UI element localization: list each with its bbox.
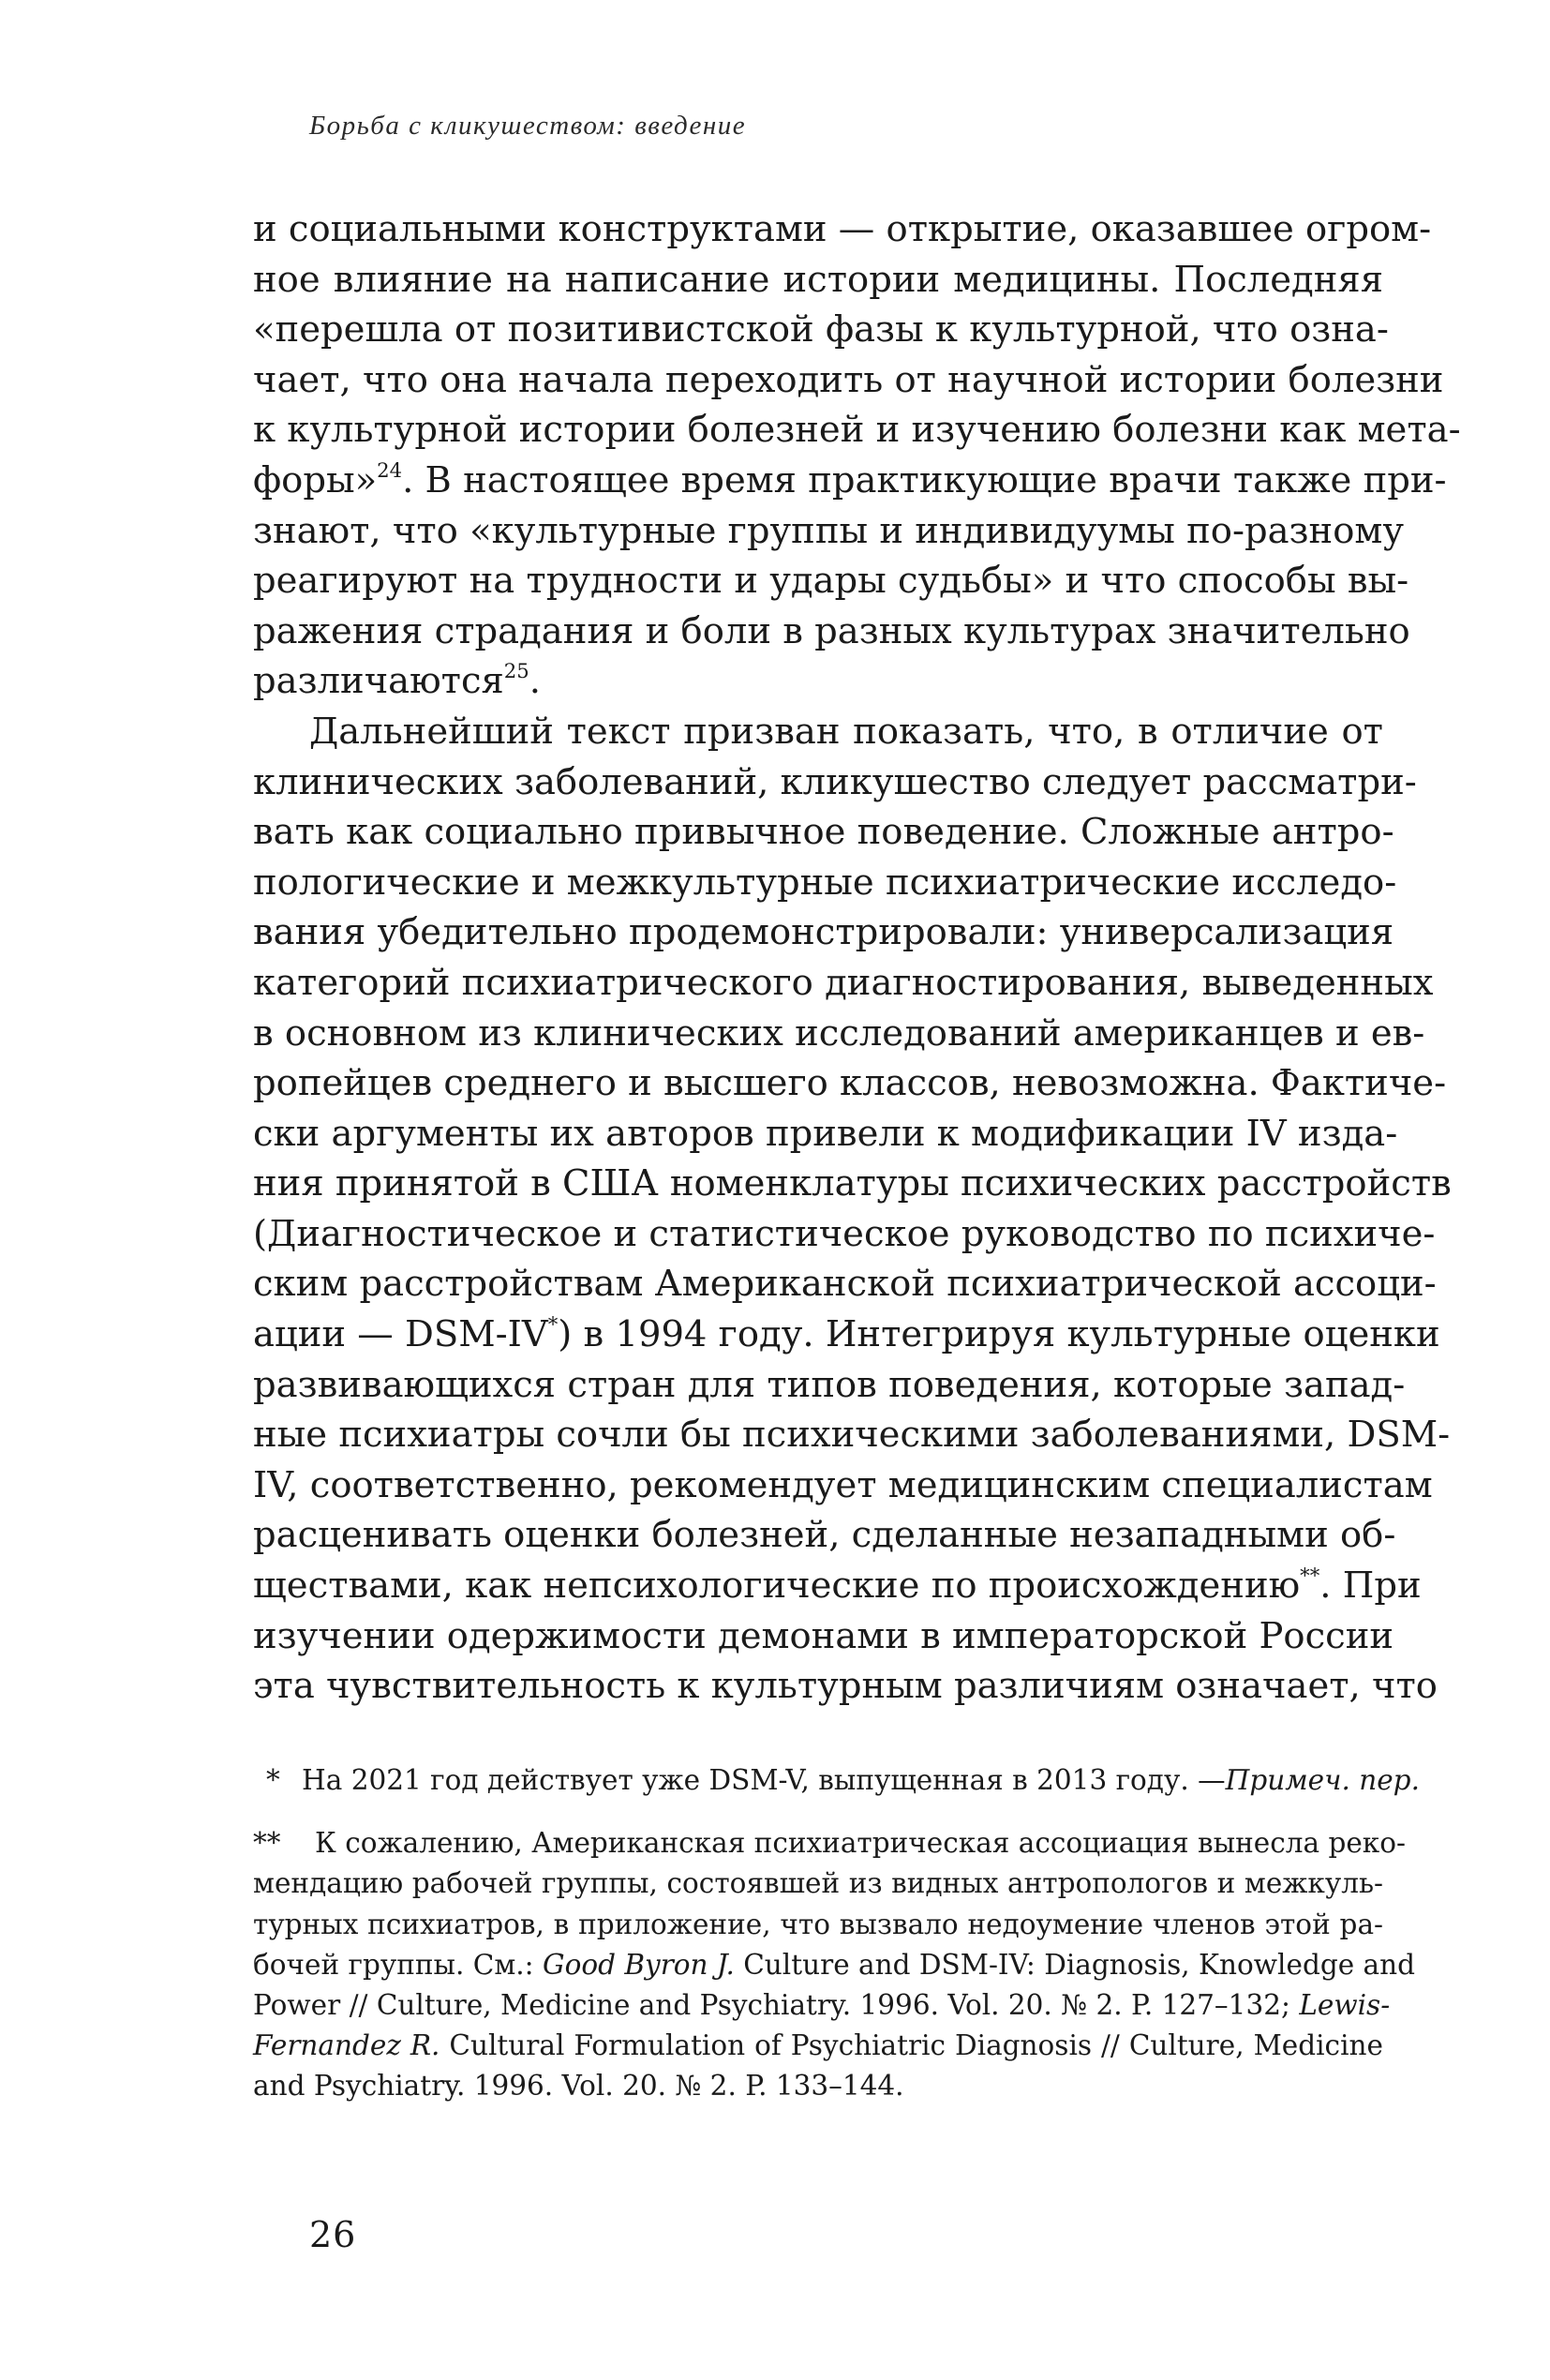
text-segment: . — [529, 660, 541, 703]
text-line: к культурной истории болезней и изучению болезни как мета- — [253, 409, 1461, 452]
text-line: вания убедительно продемонстрировали: универсализация — [253, 911, 1394, 954]
footnote-marker: ** — [253, 1827, 281, 1860]
text-line: в основном из клинических исследований американцев и ев- — [253, 1011, 1425, 1055]
text-line: Дальнейший текст призван показать, что, в отличие от — [309, 710, 1383, 753]
footnote-ref-1: * — [547, 1312, 559, 1337]
author-name: Good Byron J. — [543, 1948, 735, 1981]
paragraph-1 — [253, 204, 1461, 707]
endnote-ref-25: 25 — [503, 659, 529, 683]
endnote-ref-24: 24 — [377, 458, 403, 483]
main-text — [253, 204, 1461, 1712]
text-segment: ации — DSM-IV — [253, 1313, 548, 1356]
footnote-line — [253, 1985, 1391, 2026]
text-line: изучении одержимости демонами в императорской России — [253, 1614, 1394, 1657]
footnote-marker: * — [266, 1764, 280, 1796]
text-line: ния принятой в США номенклатуры психических расстройств — [253, 1162, 1452, 1205]
text-line: IV, соответственно, рекомендует медицинским специалистам — [253, 1463, 1433, 1506]
text-segment: . В настоящее время практикующие врачи также при- — [402, 458, 1447, 501]
text-line: развивающихся стран для типов поведения, которые запад- — [253, 1363, 1406, 1406]
text-segment: различаются — [253, 660, 504, 703]
footnote-text: К сожалению, Американская психиатрическая ассоциация вынесла реко- — [315, 1827, 1406, 1860]
footnote-text: Power // Culture, Medicine and Psychiatry. 1996. Vol. 20. № 2. P. 127–132; — [253, 1988, 1290, 2021]
footnote-line: мендацию рабочей группы, состоявшей из видных антропологов и межкуль- — [253, 1867, 1383, 1900]
footnote-text: бочей группы. См.: — [253, 1948, 534, 1981]
text-segment: ) в 1994 году. Интегрируя культурные оценки — [558, 1313, 1440, 1356]
page-number: 26 — [309, 2214, 357, 2255]
text-line — [253, 456, 1447, 506]
text-line — [253, 1310, 1440, 1360]
text-line: ражения страдания и боли в разных культурах значительно — [253, 609, 1410, 652]
footnote-line: турных психиатров, в приложение, что вызвало недоумение членов этой ра- — [253, 1908, 1383, 1940]
text-line: и социальными конструктами — открытие, оказавшее огром- — [253, 208, 1432, 250]
footnote-line — [253, 1945, 1416, 1985]
text-line: ским расстройствам Американской психиатрической ассоци- — [253, 1263, 1437, 1306]
author-name: Fernandez R. — [253, 2029, 440, 2062]
paragraph-2 — [253, 707, 1452, 1712]
text-segment: . При — [1319, 1564, 1422, 1608]
text-line: ное влияние на написание истории медицины. Последняя — [253, 258, 1383, 301]
text-line: расценивать оценки болезней, сделанные незападными об- — [253, 1514, 1396, 1557]
text-line: ропейцев среднего и высшего классов, невозможна. Фактиче- — [253, 1062, 1447, 1105]
footnote-1 — [253, 1760, 1420, 1801]
footnote-text: Culture and DSM-IV: Diagnosis, Knowledge and — [743, 1948, 1416, 1981]
text-segment: ществами, как непсихологические по происхождению — [253, 1564, 1301, 1608]
footnote-2 — [253, 1823, 1416, 2106]
text-segment: форы» — [253, 458, 378, 501]
footnote-line — [253, 1823, 1406, 1864]
translator-note: Примеч. пер. — [1225, 1764, 1420, 1796]
text-line — [253, 656, 1383, 707]
author-name: Lewis- — [1299, 1988, 1391, 2021]
footnote-ref-2: ** — [1300, 1564, 1320, 1588]
footnote-gap — [253, 1801, 1383, 1823]
text-line: чает, что она начала переходить от научной истории болезни — [253, 358, 1444, 401]
text-line — [253, 1561, 1422, 1611]
footnote-text: Cultural Formulation of Psychiatric Diagnosis // Culture, Medicine — [449, 2029, 1383, 2062]
text-line: (Диагностическое и статистическое руководство по психиче- — [253, 1212, 1436, 1255]
text-line: эта чувствительность к культурным различиям означает, что — [253, 1665, 1438, 1708]
text-line: категорий психиатрического диагностирования, выведенных — [253, 961, 1434, 1004]
text-line: знают, что «культурные группы и индивидуумы по-разному — [253, 509, 1404, 552]
text-line: клинических заболеваний, кликушество следует рассматри- — [253, 760, 1417, 803]
footnote-text: На 2021 год действует уже DSM-V, выпущенная в 2013 году. — — [302, 1764, 1226, 1796]
running-head: Борьба с кликушеством: введение — [309, 111, 747, 141]
text-line: «перешла от позитивистской фазы к культурной, что озна- — [253, 308, 1389, 352]
text-line: пологические и межкультурные психиатрические исследо- — [253, 861, 1397, 904]
text-line: ные психиатры сочли бы психическими заболеваниями, DSM- — [253, 1414, 1451, 1457]
text-line: ски аргументы их авторов привели к модификации IV изда- — [253, 1112, 1398, 1155]
text-line: реагируют на трудности и удары судьбы» и что способы вы- — [253, 560, 1409, 603]
footnote-line: and Psychiatry. 1996. Vol. 20. № 2. P. 133–144. — [253, 2070, 904, 2103]
footnotes — [253, 1760, 1420, 2107]
text-line: вать как социально привычное поведение. Сложные антро- — [253, 811, 1394, 854]
footnote-line — [253, 2026, 1383, 2066]
